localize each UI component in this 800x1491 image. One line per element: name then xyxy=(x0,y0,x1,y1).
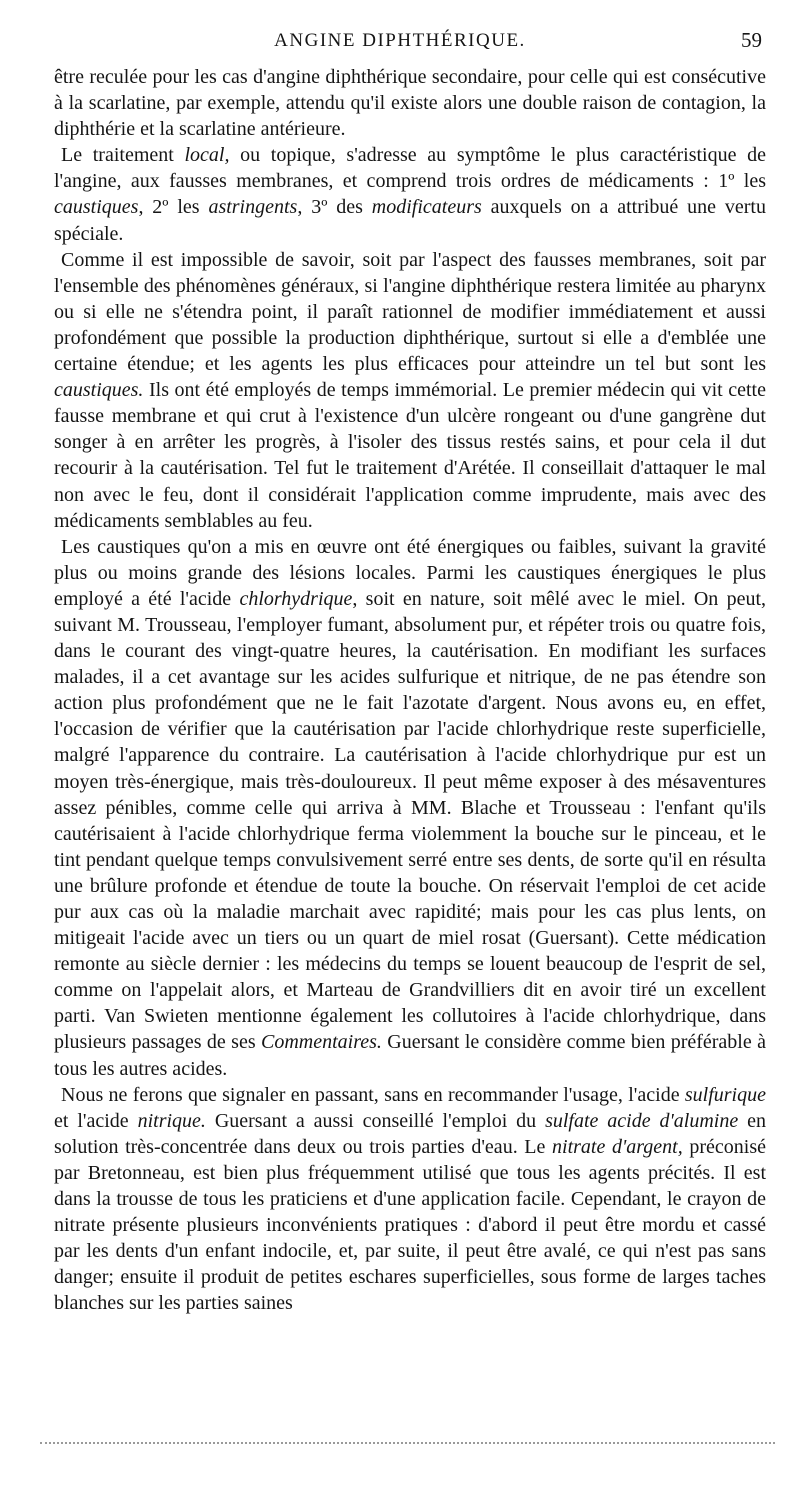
italic-term: astringents xyxy=(208,196,298,219)
italic-term: Commentaires. xyxy=(261,1031,382,1054)
text-run: , 3º des xyxy=(297,196,372,219)
italic-term: modificateurs xyxy=(371,196,482,219)
text-run: , 2º les xyxy=(138,196,209,219)
text-run: être reculée pour les cas d'angine diphthérique secondaire, pour celle qui est consécutive à la scarlatine, par exemple, attendu qu'il existe alors une double raison de contagion, la diphthérie et la scarlatine antérieure. xyxy=(54,66,766,141)
text-run: Les caustiques qu'on a mis en œuvre ont été énergiques ou faibles, suivant la gravité plus ou moins grande des lésions locales. Parmi les caustiques énergiques le plus employé a été l'acide xyxy=(54,535,766,610)
bottom-dotted-rule xyxy=(40,1442,775,1444)
text-run: auxquels on a attribué une vertu spéciale. xyxy=(54,196,766,245)
text-run: Le traitement xyxy=(61,144,185,167)
italic-term: chlorhydrique xyxy=(239,587,353,610)
text-run: Nous ne ferons que signaler en passant, sans en recommander l'usage, l'acide xyxy=(61,1083,685,1106)
running-head xyxy=(30,30,770,56)
text-run: Guersant a aussi conseillé l'emploi du xyxy=(205,1109,546,1132)
text-run: en solution très-concentrée dans deux ou trois parties d'eau. Le xyxy=(54,1109,766,1158)
running-title: ANGINE DIPHTHÉRIQUE. xyxy=(274,30,526,51)
text-run: Guersant le considère comme bien préférable à tous les autres acides. xyxy=(54,1031,766,1080)
italic-term: caustiques xyxy=(54,196,139,219)
italic-term: local, xyxy=(184,144,230,167)
text-run: Comme il est impossible de savoir, soit par l'aspect des fausses membranes, soit par l'ensemble des phénomènes généraux, si l'angine diphthérique restera limitée au pharynx ou si elle ne s'étendra point, il paraît rationnel de modifier immédiatement et aussi profondément que possible la production diphthérique, surtout si elle a d'emblée une certaine étendue; et les agents les plus efficaces pour atteindre un tel but sont les xyxy=(54,248,766,376)
body-text xyxy=(54,64,766,1317)
text-run: et l'acide xyxy=(54,1109,138,1132)
text-run: , soit en nature, soit mêlé avec le miel. On peut, suivant M. Trousseau, l'employer fumant, absolument pur, et répéter trois ou quatre fois, dans le courant des vingt-quatre heures, la cautérisation. En modifiant les surfaces malades, il a cet avantage sur les acides sulfurique et nitrique, de ne pas étendre son action plus profondément que ne le fait l'azotate d'argent. Nous avons eu, en effet, l'occasion de vérifier que la cautérisation par l'acide chlorhydrique reste superficielle, malgré l'apparence du contraire. La cautérisation à l'acide chlorhydrique pur est un moyen très-énergique, mais très-douloureux. Il peut même exposer à des mésaventures assez pénibles, comme celle qui arriva à MM. Blache et Trousseau : l'enfant qu'ils cautérisaient à l'acide chlorhydrique ferma violemment la bouche sur le pinceau, et le tint pendant quelque temps convulsivement serré entre ses dents, de sorte qu'il en résulta une brûlure profonde et étendue de toute la bouche. On réservait l'emploi de cet acide pur aux cas où la maladie marchait avec rapidité; mais pour les cas plus lents, on mitigeait l'acide avec un tiers ou un quart de miel rosat (Guersant). Cette médication remonte au siècle dernier : les médecins du temps se louent beaucoup de l'esprit de sel, comme on l'appelait alors, et Marteau de Grandvilliers dit en avoir tiré un excellent parti. Van Swieten mentionne également les collutoires à l'acide chlorhydrique, dans plusieurs passages de ses xyxy=(54,587,767,1054)
paragraph xyxy=(54,1082,766,1317)
italic-term: sulfate acide d'alumine xyxy=(545,1109,739,1132)
paragraph xyxy=(54,142,766,246)
paragraph xyxy=(54,534,766,1082)
italic-term: sulfurique xyxy=(684,1083,766,1106)
italic-term: nitrique. xyxy=(137,1109,206,1132)
page-number: 59 xyxy=(741,28,762,52)
italic-term: caustiques. xyxy=(54,379,144,402)
text-run: ou topique, s'adresse au symptôme le plus caractéristique de l'angine, aux fausses membranes, et comprend trois ordres de médicaments : 1º les xyxy=(54,144,766,193)
text-run: Ils ont été employés de temps immémorial. Le premier médecin qui vit cette fausse membrane et qui crut à l'existence d'un ulcère rongeant ou d'une gangrène dut songer à en arrêter les progrès, à l'isoler des tissus restés sains, et pour cela il dut recourir à la cautérisation. Tel fut le traitement d'Arétée. Il conseillait d'attaquer le mal non avec le feu, dont il considérait l'application comme imprudente, mais avec des médicaments semblables au feu. xyxy=(54,379,766,532)
paragraph xyxy=(54,64,766,142)
italic-term: nitrate d'argent, xyxy=(552,1135,683,1158)
paragraph xyxy=(54,247,766,534)
text-run: préconisé par Bretonneau, est bien plus fréquemment utilisé que tous les agents précités. Il est dans la trousse de tous les praticiens et d'une application facile. Cependant, le crayon de nitrate présente plusieurs inconvénients pratiques : d'abord il peut être mordu et cassé par les dents d'un enfant indocile, et, par suite, il peut être avalé, ce qui n'est pas sans danger; ensuite il produit de petites eschares superficielles, sous forme de larges taches blanches sur les parties saines xyxy=(54,1135,766,1315)
